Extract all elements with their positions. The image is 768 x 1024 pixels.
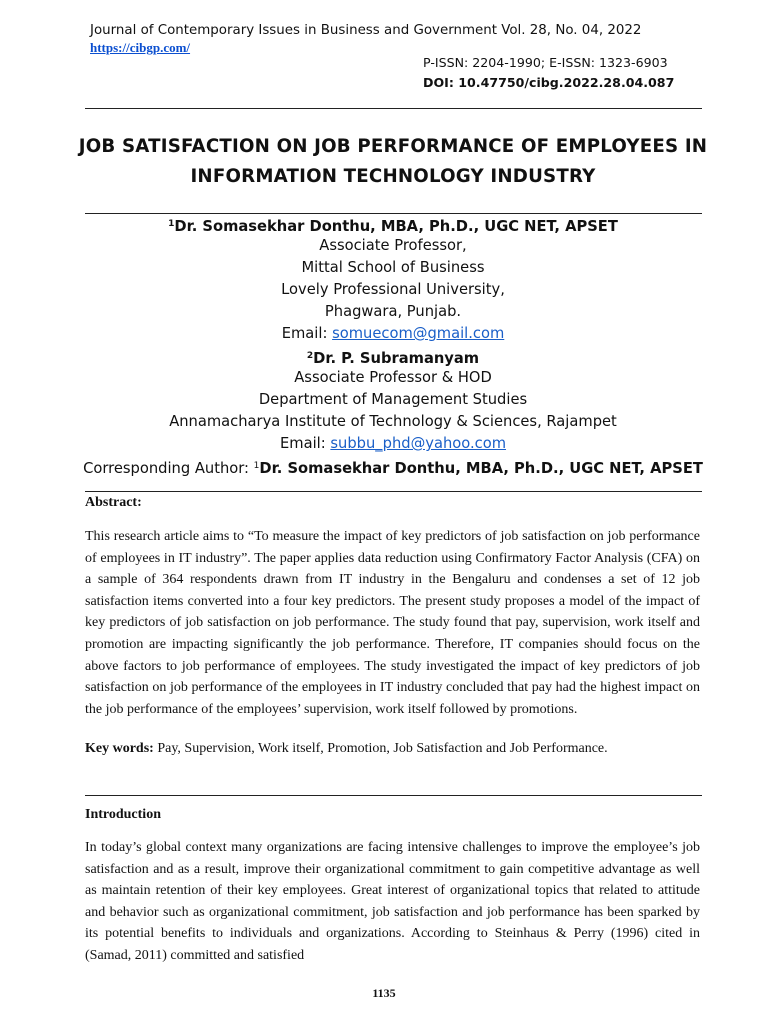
doi-text: DOI: 10.47750/cibg.2022.28.04.087 xyxy=(423,75,675,90)
author2-name: Dr. P. Subramanyam xyxy=(313,350,480,367)
title-line-1: JOB SATISFACTION ON JOB PERFORMANCE OF EMPLOYEES IN xyxy=(78,136,708,157)
corresponding-author-line xyxy=(60,455,726,477)
author2-email-line xyxy=(60,433,726,455)
author1-name-line xyxy=(60,213,726,235)
header-rule xyxy=(85,108,702,109)
introduction-text: In today’s global context many organizations are facing intensive challenges to improve the employee’s job satisfaction and as a result, improve their organizational commitment to gain competitive advantage as well as maintain retention of their key employees. Great interest of organizational topics that related to attitude and behavior such as organizational commitment, job satisfaction and job performance has been sparked by its potential benefits to individuals and organizations. According to Steinhaus & Perry (1996) cited in (Samad, 2011) committed and satisfied xyxy=(85,840,700,963)
author2-department: Department of Management Studies xyxy=(258,391,528,408)
corresponding-name: Dr. Somasekhar Donthu, MBA, Ph.D., UGC NET, APSET xyxy=(259,460,703,477)
authors-rule xyxy=(85,491,702,492)
author1-email-label: Email: xyxy=(281,325,333,342)
author2-name-line xyxy=(60,345,726,367)
author2-institute: Annamacharya Institute of Technology & Sciences, Rajampet xyxy=(169,413,617,430)
author2-sup: 2 xyxy=(306,351,314,361)
abstract-heading: Abstract: xyxy=(85,495,142,510)
corresponding-label: Corresponding Author: xyxy=(83,460,254,477)
author1-name: Dr. Somasekhar Donthu, MBA, Ph.D., UGC NET, APSET xyxy=(174,218,618,235)
title-line-2: INFORMATION TECHNOLOGY INDUSTRY xyxy=(190,166,596,187)
journal-url-link[interactable]: https://cibgp.com/ xyxy=(90,40,191,55)
author1-school: Mittal School of Business xyxy=(301,259,485,276)
paper-title xyxy=(60,132,726,192)
introduction-heading: Introduction xyxy=(85,807,161,822)
author2-email-link[interactable]: subbu_phd@yahoo.com xyxy=(330,435,507,452)
author1-university: Lovely Professional University, xyxy=(281,281,505,298)
keywords-text: Pay, Supervision, Work itself, Promotion, Job Satisfaction and Job Performance. xyxy=(153,741,608,756)
page-number: 1135 xyxy=(372,986,396,1000)
keywords-rule xyxy=(85,795,702,796)
corresponding-sup: 1 xyxy=(253,461,260,471)
author1-position: Associate Professor, xyxy=(319,237,467,254)
author1-email-link[interactable]: somuecom@gmail.com xyxy=(332,325,505,342)
author2-position: Associate Professor & HOD xyxy=(294,369,492,386)
keywords-label: Key words: xyxy=(85,741,154,756)
keywords-line xyxy=(85,741,608,757)
issn-text: P-ISSN: 2204-1990; E-ISSN: 1323-6903 xyxy=(423,55,668,70)
author1-email-line xyxy=(60,323,726,345)
abstract-text: This research article aims to “To measure the impact of key predictors of job satisfaction on job performance of employees in IT industry”. The paper applies data reduction using Confirmatory Factor Analysis (CFA) on a sample of 364 respondents drawn from IT industry in the Bengaluru and condenses a set of 12 job satisfaction items converted into a four key predictors. The present study proposes a model of the impact of key predictors of job satisfaction on job performance. The study found that pay, supervision, work itself and promotion are impacting significantly the job performance. Therefore, IT companies should focus on the above factors to job performance of employees. The study investigated the impact of key predictors of job satisfaction on job performance of the employees in IT industry concluded that pay had the highest impact on the job performance of the employees’ supervision, work itself followed by promotions. xyxy=(85,529,700,717)
journal-header: Journal of Contemporary Issues in Business and Government Vol. 28, No. 04, 2022 xyxy=(90,23,642,38)
author1-sup: 1 xyxy=(168,219,175,229)
author2-email-label: Email: xyxy=(279,435,331,452)
author1-location: Phagwara, Punjab. xyxy=(324,303,462,320)
author-block xyxy=(60,213,726,477)
